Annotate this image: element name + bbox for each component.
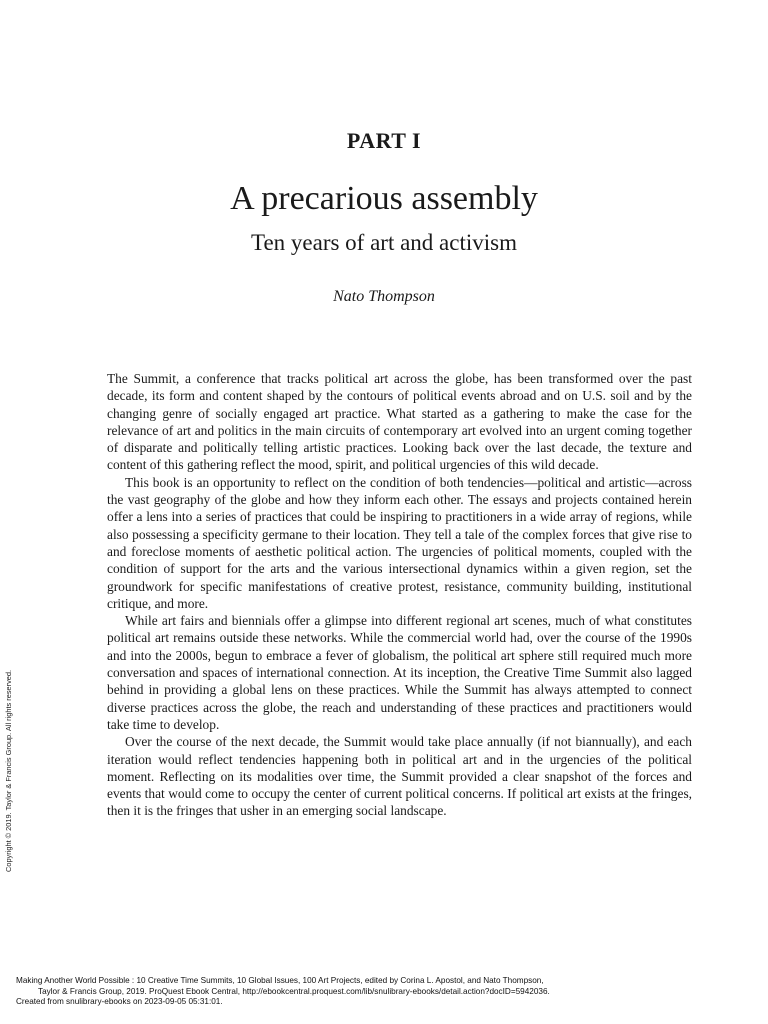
chapter-title: A precarious assembly — [230, 180, 538, 217]
paragraph: While art fairs and biennials offer a glimpse into different regional art scenes, much of what constitutes political art remains outside these networks. While the commercial world had, over the course of the 1990s and into the 2000s, begun to embrace a fever of globalism, the political art sphere still required much more conversation and spaces of international connection. At its inception, the Creative Time Summit also lagged behind in providing a global lens on these practices. While the Summit has always attempted to connect diverse practices across the globe, the reach and understanding of these practices and practitioners would take time to develop. — [107, 613, 692, 732]
paragraph: The Summit, a conference that tracks political art across the globe, has been transformed over the past decade, its form and content shaped by the contours of political events abroad and on U.S. soil and by the changing genre of socially engaged art practice. What started as a gathering to make the case for the relevance of art and politics in the main circuits of contemporary art evolved into an urgent coming together of disparate and politically telling artistic practices. Looking back over the last decade, the texture and content of this gathering reflect the mood, spirit, and political urgencies of this wild decade. — [107, 371, 692, 473]
footer-line: Taylor & Francis Group, 2019. ProQuest Ebook Central, http://ebookcentral.proquest.com/lib/snulibrary-ebooks/detail.action?docID=5942036. — [38, 986, 550, 996]
paragraph: Over the course of the next decade, the Summit would take place annually (if not biannually), and each iteration would reflect tendencies happening both in political art and in the urgencies of the political moment. Reflecting on its modalities over time, the Summit provided a clear snapshot of the forces and events that would come to occupy the center of current political concerns. If political art exists at the fringes, then it is the fringes that usher in an emerging social landscape. — [107, 734, 692, 819]
body-text — [107, 370, 692, 820]
footer-line: Created from snulibrary-ebooks on 2023-09-05 05:31:01. — [16, 997, 223, 1006]
footer-line: Making Another World Possible : 10 Creative Time Summits, 10 Global Issues, 100 Art Projects, edited by Corina L. Apostol, and Nato Thompson, — [16, 976, 544, 985]
paragraph: This book is an opportunity to reflect on the condition of both tendencies—political and artistic—across the vast geography of the globe and how they inform each other. The essays and projects contained herein offer a lens into a series of practices that could be inspiring to practitioners in a wide array of regions, while also possessing a specificity germane to their location. They tell a tale of the complex forces that give rise to and foreclose moments of aesthetic political action. The urgencies of political moments, coupled with the condition of support for the arts and the various intersectional dynamics within a given region, set the groundwork for specific manifestations of creative protest, resistance, community building, institutional critique, and more. — [107, 474, 692, 611]
chapter-subtitle: Ten years of art and activism — [251, 230, 517, 255]
citation-footer — [16, 976, 756, 1008]
part-label: PART I — [346, 128, 422, 153]
side-copyright-notice: Copyright © 2019. Taylor & Francis Group. All rights reserved. — [4, 669, 13, 872]
author-name: Nato Thompson — [333, 288, 435, 305]
